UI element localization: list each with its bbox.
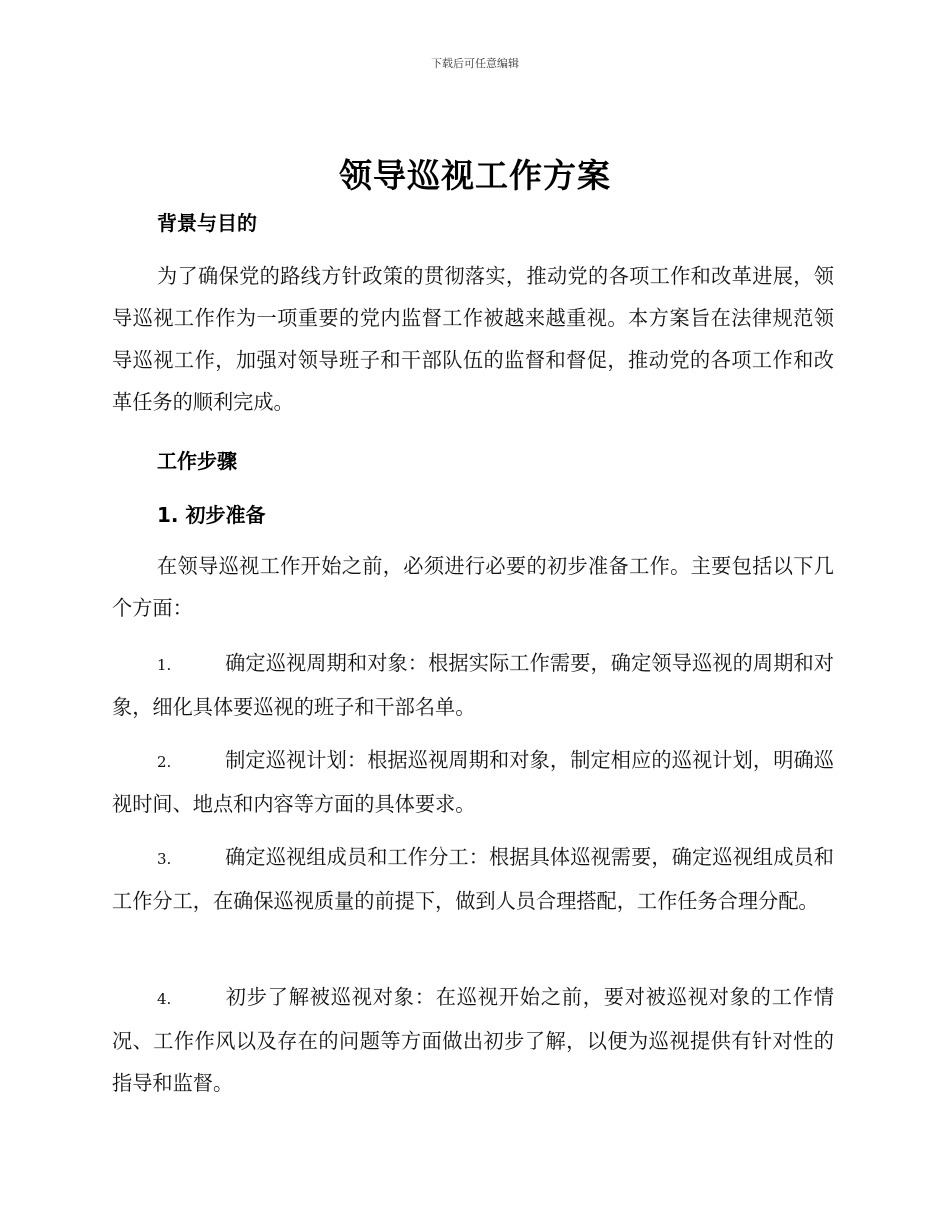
list-item — [112, 976, 834, 1104]
list-item — [112, 739, 834, 825]
list-item-text: 确定巡视周期和对象：根据实际工作需要，确定领导巡视的周期和对象，细化具体要巡视的班子和干部名单。 — [112, 651, 834, 719]
document-title: 领导巡视工作方案 — [339, 156, 611, 195]
list-item-text: 制定巡视计划：根据巡视周期和对象，制定相应的巡视计划，明确巡视时间、地点和内容等方面的具体要求。 — [112, 748, 834, 816]
subsection-heading-preparation: 1. 初步准备 — [157, 503, 266, 527]
list-item-text: 确定巡视组成员和工作分工：根据具体巡视需要，确定巡视组成员和工作分工，在确保巡视质量的前提下，做到人员合理搭配，工作任务合理分配。 — [112, 845, 834, 913]
section-heading-background: 背景与目的 — [157, 211, 257, 235]
list-item — [112, 642, 834, 728]
list-item — [112, 836, 834, 922]
section-heading-steps: 工作步骤 — [157, 449, 237, 473]
header-note: 下载后可任意编辑 — [431, 57, 519, 70]
paragraph-background: 为了确保党的路线方针政策的贯彻落实，推动党的各项工作和改革进展，领导巡视工作作为一项重要的党内监督工作被越来越重视。本方案旨在法律规范领导巡视工作，加强对领导班子和干部队伍的监督和督促，推动党的各项工作和改革任务的顺利完成。 — [112, 264, 834, 414]
list-item-text: 初步了解被巡视对象：在巡视开始之前，要对被巡视对象的工作情况、工作作风以及存在的问题等方面做出初步了解，以便为巡视提供有针对性的指导和监督。 — [112, 985, 834, 1095]
list-item-number: 4. — [157, 990, 172, 1008]
list-item-number: 3. — [157, 850, 172, 868]
list-item-number: 2. — [157, 753, 172, 771]
paragraph-preparation-intro: 在领导巡视工作开始之前，必须进行必要的初步准备工作。主要包括以下几个方面： — [112, 554, 834, 620]
list-item-number: 1. — [157, 656, 172, 674]
